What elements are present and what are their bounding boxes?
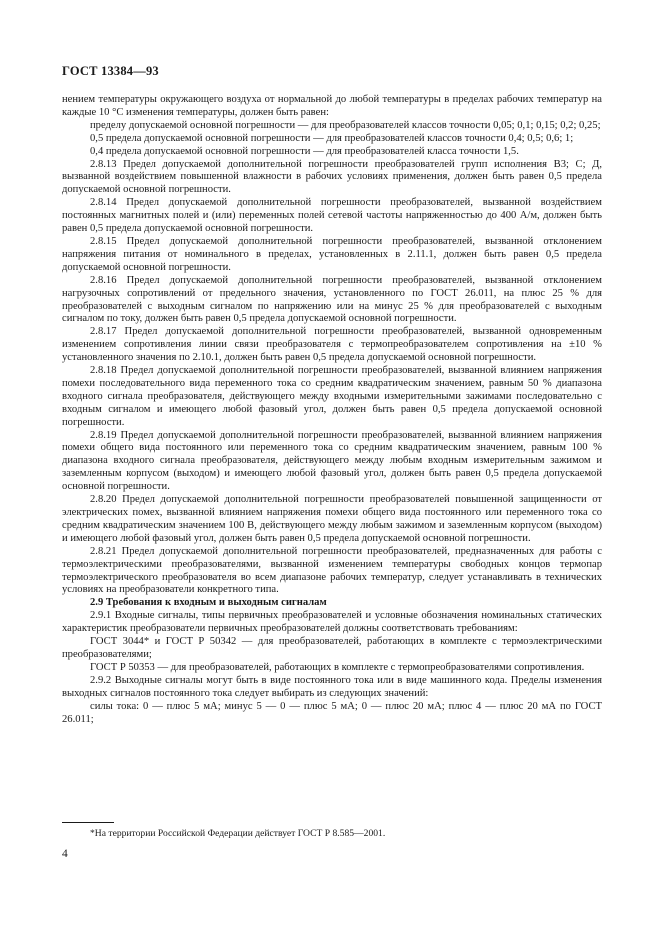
paragraph: 2.8.17 Предел допускаемой дополнительной погрешности преобразователей, вызванной одновременным изменением сопротивления линии связи преобразователя с термопреобразователем сопротивления на ±10 % установленного значения по 2.10.1, должен быть равен 0,5 предела допускаемой основной погрешности.: [62, 326, 602, 364]
body-text: [62, 94, 602, 726]
page-number: 4: [62, 848, 68, 860]
paragraph: 0,5 предела допускаемой основной погрешности — для преобразователей классов точности 0,4; 0,5; 0,6; 1;: [90, 132, 574, 144]
footnote: *На территории Российской Федерации действует ГОСТ Р 8.585—2001.: [90, 828, 386, 839]
paragraph: ГОСТ Р 50353 — для преобразователей, работающих в комплекте с термопреобразователями сопротивления.: [90, 661, 585, 673]
paragraph: 2.9.1 Входные сигналы, типы первичных преобразователей и условные обозначения номинальных статических характеристик преобразователи первичных преобразователей должны соответствовать требованиям:: [62, 610, 602, 635]
paragraph: 2.8.16 Предел допускаемой дополнительной погрешности преобразователей, вызванной отклонением нагрузочных сопротивлений от предельного значения, установленного по ГОСТ 26.011, на плюс 25 % для преобразователей с выходным сигналом по напряжению или на минус 25 % для преобразователей с выходным сигналом по току, должен быть равен 0,5 предела допускаемой основной погрешности.: [62, 274, 602, 325]
paragraph: 2.8.18 Предел допускаемой дополнительной погрешности преобразователей, вызванной влиянием напряжения помехи последовательного вида переменного тока со средним квадратическим значением, равным 50 % диапазона входного сигнала преобразователя, действующего между входными измерительными зажимами последовательно с входным сигналом и имеющего любой фазовый угол, должен быть равен 0,5 предела допускаемой основной погрешности.: [62, 365, 602, 428]
paragraph: пределу допускаемой основной погрешности — для преобразователей классов точности 0,05; 0,1; 0,15; 0,2; 0,25;: [90, 119, 601, 131]
paragraph: 2.8.15 Предел допускаемой дополнительной погрешности преобразователей, вызванной отклонением напряжения питания от номинального в пределах, установленных в 2.11.1, должен быть равен 0,5 предела допускаемой основной погрешности.: [62, 235, 602, 273]
paragraph: 2.8.14 Предел допускаемой дополнительной погрешности преобразователей, вызванной воздействием постоянных магнитных полей и (или) переменных полей сетевой частоты напряженностью до 400 А/м, должен быть равен 0,5 предела допускаемой основной погрешности.: [62, 197, 602, 235]
paragraph: 2.9.2 Выходные сигналы могут быть в виде постоянного тока или в виде машинного кода. Пределы изменения выходных сигналов постоянного тока следует выбирать из следующих значений:: [62, 674, 602, 699]
paragraph: 2.8.19 Предел допускаемой дополнительной погрешности преобразователей, вызванной влиянием напряжения помехи общего вида постоянного или переменного тока со средним квадратическим значением, равным 100 % диапазона входного сигнала преобразователя, действующего между любым входным измерительным зажимом и заземленным корпусом (выходом) и имеющего любой фазовый угол, должен быть равен 0,5 предела допускаемой основной погрешности.: [62, 429, 602, 493]
standard-header: ГОСТ 13384—93: [62, 64, 159, 78]
paragraph: ГОСТ 3044* и ГОСТ Р 50342 — для преобразователей, работающих в комплекте с термоэлектрическими преобразователями;: [62, 636, 602, 660]
paragraph: 2.8.21 Предел допускаемой дополнительной погрешности преобразователей, предназначенных для работы с термоэлектрическими преобразователями, вызванной изменением температуры свободных концов термопар термоэлектрического преобразователя во всем диапазоне рабочих температур, следует устанавливать в технических условиях на преобразователи конкретного типа.: [62, 545, 602, 596]
section-heading: 2.9 Требования к входным и выходным сигналам: [90, 597, 327, 609]
paragraph: нением температуры окружающего воздуха от нормальной до любой температуры в пределах рабочих температур на каждые 10 °С изменения температуры, должен быть равен:: [62, 94, 602, 118]
paragraph: 0,4 предела допускаемой основной погрешности — для преобразователей класса точности 1,5.: [90, 145, 519, 157]
paragraph: силы тока: 0 — плюс 5 мА; минус 5 — 0 — плюс 5 мА; 0 — плюс 20 мА; плюс 4 — плюс 20 мА по ГОСТ 26.011;: [62, 700, 602, 725]
paragraph: 2.8.20 Предел допускаемой дополнительной погрешности преобразователей повышенной защищенности от электрических помех, вызванной влиянием напряжения помехи общего вида постоянного или переменного тока со средним квадратическим значением 100 В, действующего между любым зажимом и заземленным корпусом (выходом) и имеющего любой фазовый угол, должен быть равен 0,5 предела допускаемой основной погрешности.: [62, 494, 602, 544]
paragraph: 2.8.13 Предел допускаемой дополнительной погрешности преобразователей групп исполнения В3; С; Д, вызванной воздействием повышенной влажности в рабочих условиях применения, должен быть равен 0,5 предела допускаемой основной погрешности.: [62, 158, 602, 196]
footnote-divider: [62, 822, 114, 823]
